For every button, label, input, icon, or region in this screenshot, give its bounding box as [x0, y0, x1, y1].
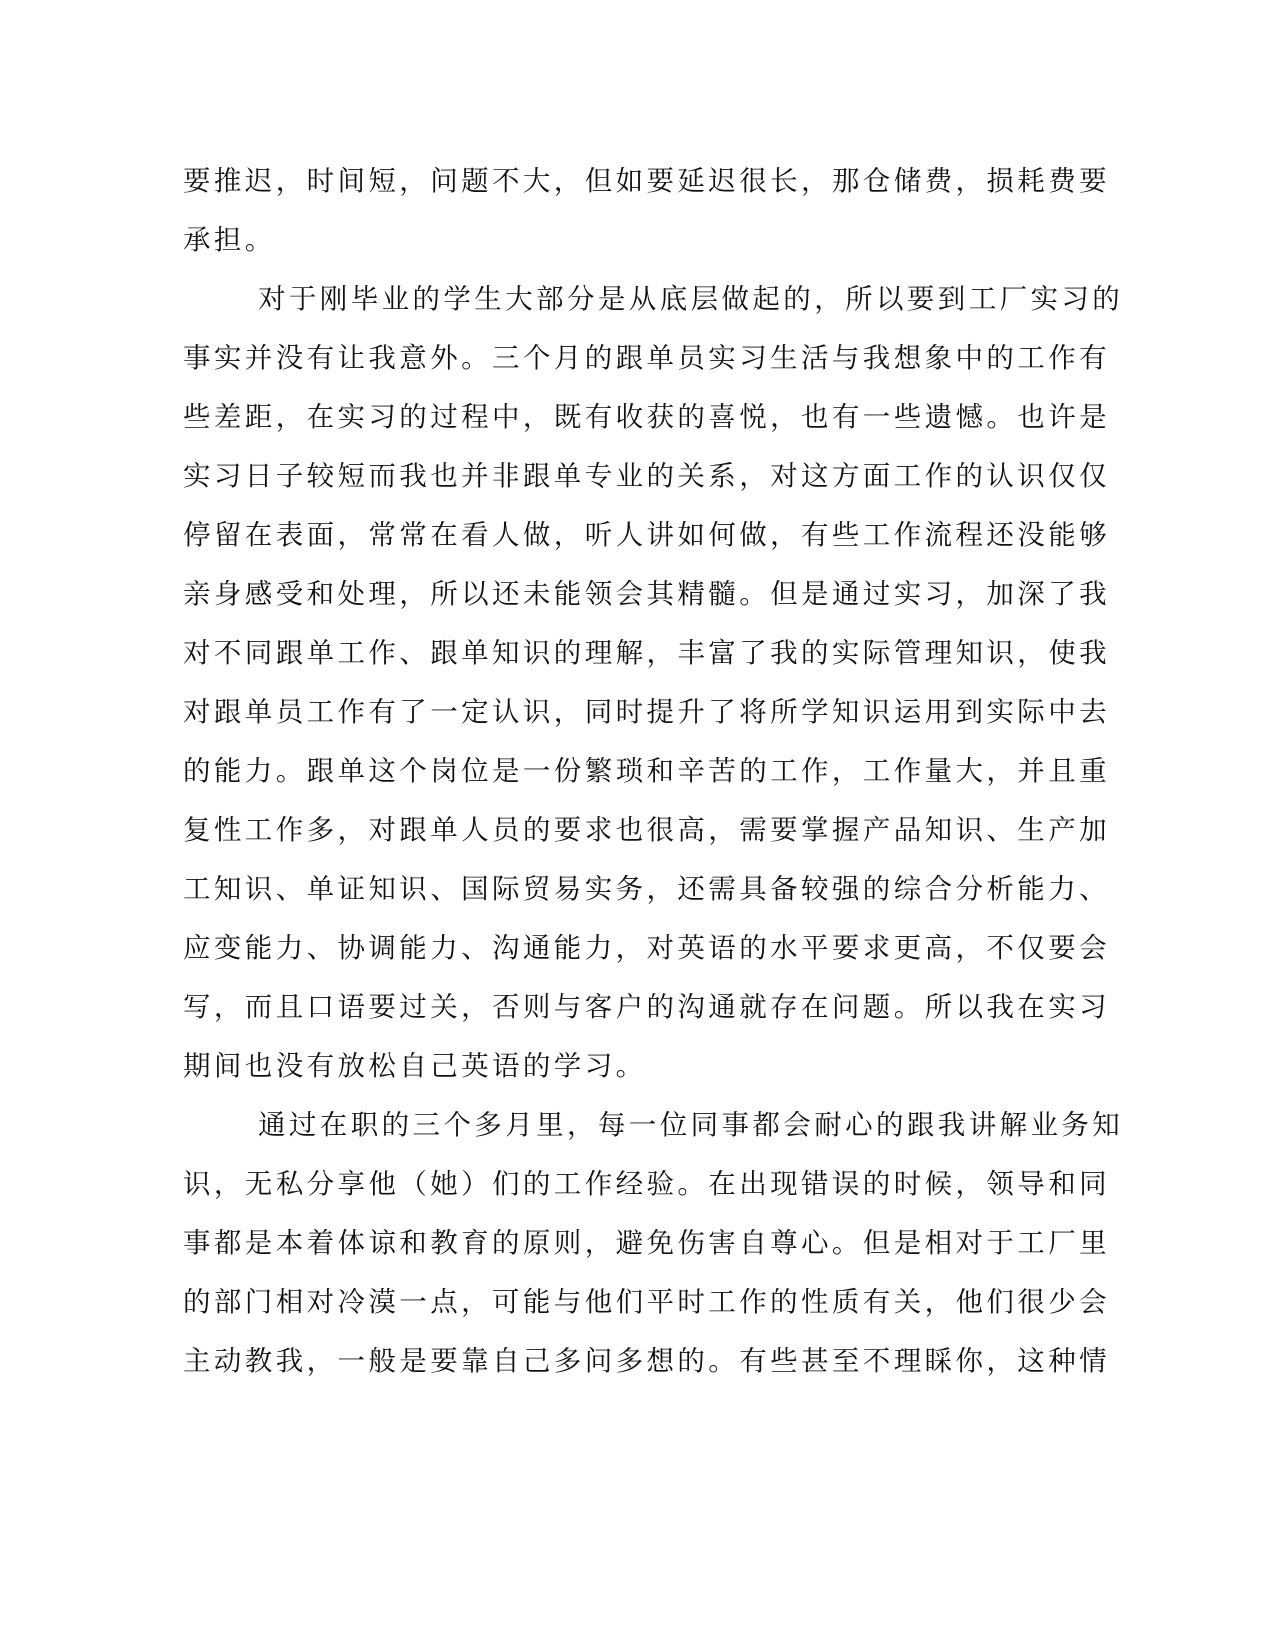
text-line: 亲身感受和处理，所以还未能领会其精髓。但是通过实习，加深了我 — [183, 578, 1110, 610]
paragraph-first-line: 通过在职的三个多月里，每一位同事都会耐心的跟我讲解业务知 — [258, 1109, 1124, 1141]
text-line: 识，无私分享他（她）们的工作经验。在出现错误的时候，领导和同 — [183, 1168, 1110, 1200]
text-line: 停留在表面，常常在看人做，听人讲如何做，有些工作流程还没能够 — [183, 519, 1110, 551]
text-line: 实习日子较短而我也并非跟单专业的关系，对这方面工作的认识仅仅 — [183, 460, 1110, 492]
text-line: 的能力。跟单这个岗位是一份繁琐和辛苦的工作，工作量大，并且重 — [183, 755, 1110, 787]
text-line: 应变能力、协调能力、沟通能力，对英语的水平要求更高，不仅要会 — [183, 932, 1110, 964]
text-line: 事实并没有让我意外。三个月的跟单员实习生活与我想象中的工作有 — [183, 342, 1110, 374]
text-line: 主动教我，一般是要靠自己多问多想的。有些甚至不理睬你，这种情 — [183, 1345, 1110, 1377]
text-line: 些差距，在实习的过程中，既有收获的喜悦，也有一些遗憾。也许是 — [183, 401, 1110, 433]
text-line: 复性工作多，对跟单人员的要求也很高，需要掌握产品知识、生产加 — [183, 814, 1110, 846]
text-line: 工知识、单证知识、国际贸易实务，还需具备较强的综合分析能力、 — [183, 873, 1110, 905]
body-text — [0, 152, 1275, 1391]
text-line: 事都是本着体谅和教育的原则，避免伤害自尊心。但是相对于工厂里 — [183, 1227, 1110, 1259]
text-line: 对跟单员工作有了一定认识，同时提升了将所学知识运用到实际中去 — [183, 696, 1110, 728]
text-line: 期间也没有放松自己英语的学习。 — [183, 1050, 647, 1082]
text-line: 对不同跟单工作、跟单知识的理解，丰富了我的实际管理知识，使我 — [183, 637, 1110, 669]
text-line: 写，而且口语要过关，否则与客户的沟通就存在问题。所以我在实习 — [183, 991, 1110, 1023]
text-line: 要推迟，时间短，问题不大，但如要延迟很长，那仓储费，损耗费要 — [183, 165, 1110, 197]
text-line: 承担。 — [183, 224, 276, 256]
text-line: 的部门相对冷漠一点，可能与他们平时工作的性质有关，他们很少会 — [183, 1286, 1110, 1318]
paragraph-first-line: 对于刚毕业的学生大部分是从底层做起的，所以要到工厂实习的 — [258, 283, 1124, 315]
